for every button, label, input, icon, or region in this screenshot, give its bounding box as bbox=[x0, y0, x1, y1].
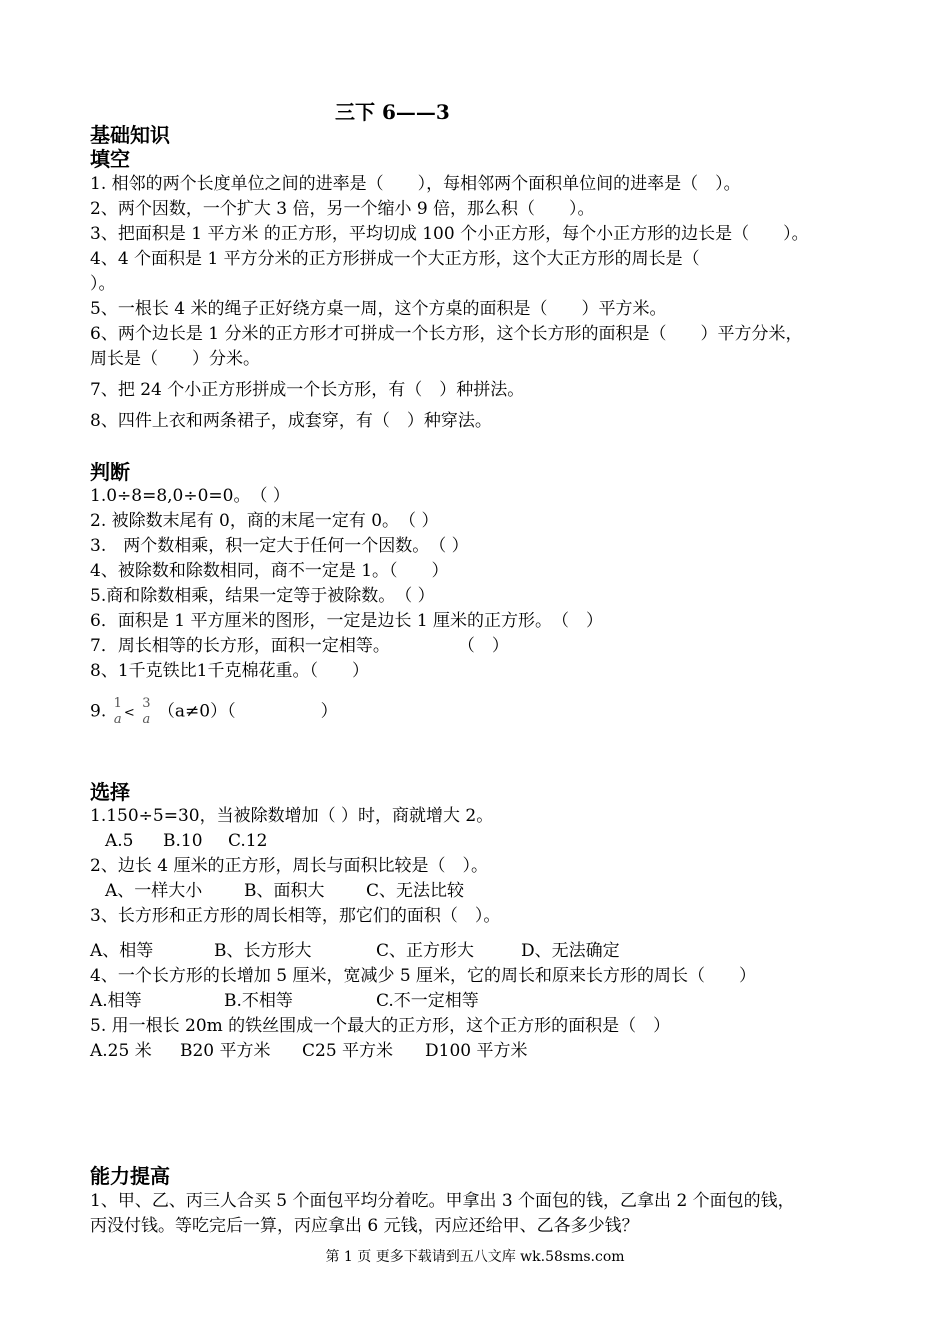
judge-item-1: 1.0÷8=8,0÷0=0。 （ ） bbox=[90, 486, 290, 506]
fill-item-8: 8、四件上衣和两条裙子，成套穿，有（ ）种穿法。 bbox=[90, 411, 492, 431]
choice-q2-option-a: A、一样大小 bbox=[105, 881, 203, 901]
choice-q4-option-a: A.相等 bbox=[90, 991, 142, 1011]
choice-q1-option-a: A.5 bbox=[105, 831, 134, 851]
judge-item-7: 7．周长相等的长方形，面积一定相等。 （ ） bbox=[90, 636, 509, 656]
choice-q5-option-a: A.25 米 bbox=[90, 1041, 152, 1061]
choice-q3: 3、长方形和正方形的周长相等，那它们的面积（ ）。 bbox=[90, 906, 501, 926]
judge-9-prefix: 9. bbox=[90, 701, 107, 722]
choice-q2-option-b: B、面积大 bbox=[244, 881, 325, 901]
choice-q1-option-c: C.12 bbox=[228, 831, 268, 851]
choice-q3-option-d: D、无法确定 bbox=[521, 941, 620, 961]
choice-q5-option-c: C25 平方米 bbox=[302, 1041, 394, 1061]
fill-item-6: 6、两个边长是 1 分米的正方形才可拼成一个长方形，这个长方形的面积是（ ）平方分米， bbox=[90, 324, 803, 344]
advanced-item-1: 1、甲、乙、丙三人合买 5 个面包平均分着吃。甲拿出 3 个面包的钱，乙拿出 2 个面包的钱， bbox=[90, 1191, 795, 1211]
choice-q4-option-c: C.不一定相等 bbox=[376, 991, 479, 1011]
fraction-1-denominator: a bbox=[113, 712, 122, 727]
choice-q3-option-b: B、长方形大 bbox=[214, 941, 312, 961]
fraction-1-numerator: 1 bbox=[113, 696, 122, 711]
choice-q5-option-d: D100 平方米 bbox=[425, 1041, 528, 1061]
page-title: 三下 6——3 bbox=[335, 100, 450, 124]
choice-q2: 2、边长 4 厘米的正方形，周长与面积比较是（ ）。 bbox=[90, 856, 488, 876]
section-basic-heading: 基础知识 bbox=[90, 123, 170, 147]
judge-item-8: 8、1千克铁比1千克棉花重。（ ） bbox=[90, 661, 369, 681]
judge-item-3: 3. 两个数相乘，积一定大于任何一个因数。 （ ） bbox=[90, 536, 469, 556]
choice-q4-option-b: B.不相等 bbox=[224, 991, 293, 1011]
judge-item-4: 4、被除数和除数相同，商不一定是 1。（ ） bbox=[90, 561, 449, 581]
choice-q3-option-c: C、正方形大 bbox=[376, 941, 475, 961]
choice-q5-option-b: B20 平方米 bbox=[180, 1041, 271, 1061]
page-footer: 第 1 页 更多下载请到五八文库 wk.58sms.com bbox=[325, 1249, 625, 1265]
choice-q1-option-b: B.10 bbox=[163, 831, 203, 851]
fill-item-3: 3、把面积是 1 平方米 的正方形，平均切成 100 个小正方形，每个小正方形的边长是（ ）。 bbox=[90, 224, 809, 244]
judge-9-suffix: （a≠0）（ ） bbox=[157, 701, 338, 722]
judge-item-2: 2. 被除数末尾有 0，商的末尾一定有 0。 （ ） bbox=[90, 511, 439, 531]
fill-item-6-cont: 周长是（ ）分米。 bbox=[90, 349, 260, 369]
fill-item-4: 4、4 个面积是 1 平方分米的正方形拼成一个大正方形，这个大正方形的周长是（ bbox=[90, 249, 700, 269]
fraction-1-over-a bbox=[114, 696, 122, 728]
fill-item-5: 5、一根长 4 米的绳子正好绕方桌一周，这个方桌的面积是（ ）平方米。 bbox=[90, 299, 667, 319]
fill-item-2: 2、两个因数，一个扩大 3 倍，另一个缩小 9 倍，那么积（ ）。 bbox=[90, 199, 595, 219]
choice-q4: 4、一个长方形的长增加 5 厘米，宽减少 5 厘米，它的周长和原来长方形的周长（ ） bbox=[90, 966, 757, 986]
section-choice-heading: 选择 bbox=[90, 780, 130, 804]
fill-item-7: 7、把 24 个小正方形拼成一个长方形，有（ ）种拼法。 bbox=[90, 380, 525, 400]
less-than-sign: < bbox=[123, 705, 135, 721]
fraction-3-numerator: 3 bbox=[142, 696, 151, 711]
fraction-3-over-a bbox=[142, 696, 150, 728]
section-advanced-heading: 能力提高 bbox=[90, 1164, 170, 1188]
advanced-item-1-cont: 丙没付钱。等吃完后一算，丙应拿出 6 元钱，丙应还给甲、乙各多少钱？ bbox=[90, 1216, 639, 1236]
judge-item-9 bbox=[90, 696, 338, 728]
judge-item-5: 5.商和除数相乘，结果一定等于被除数。 （ ） bbox=[90, 586, 435, 606]
judge-item-6: 6．面积是 1 平方厘米的图形，一定是边长 1 厘米的正方形。 （ ） bbox=[90, 611, 604, 631]
choice-q2-option-c: C、无法比较 bbox=[366, 881, 465, 901]
choice-q1: 1.150÷5=30，当被除数增加（ ）时，商就增大 2。 bbox=[90, 806, 494, 826]
fill-item-1: 1. 相邻的两个长度单位之间的进率是（ ），每相邻两个面积单位间的进率是（ ）。 bbox=[90, 174, 741, 194]
choice-q5: 5. 用一根长 20m 的铁丝围成一个最大的正方形，这个正方形的面积是（ ） bbox=[90, 1016, 671, 1036]
fill-item-4-cont: ）。 bbox=[90, 274, 116, 294]
choice-q3-option-a: A、相等 bbox=[90, 941, 154, 961]
section-fill-heading: 填空 bbox=[90, 147, 130, 171]
section-judge-heading: 判断 bbox=[90, 460, 130, 484]
fraction-3-denominator: a bbox=[142, 712, 151, 727]
